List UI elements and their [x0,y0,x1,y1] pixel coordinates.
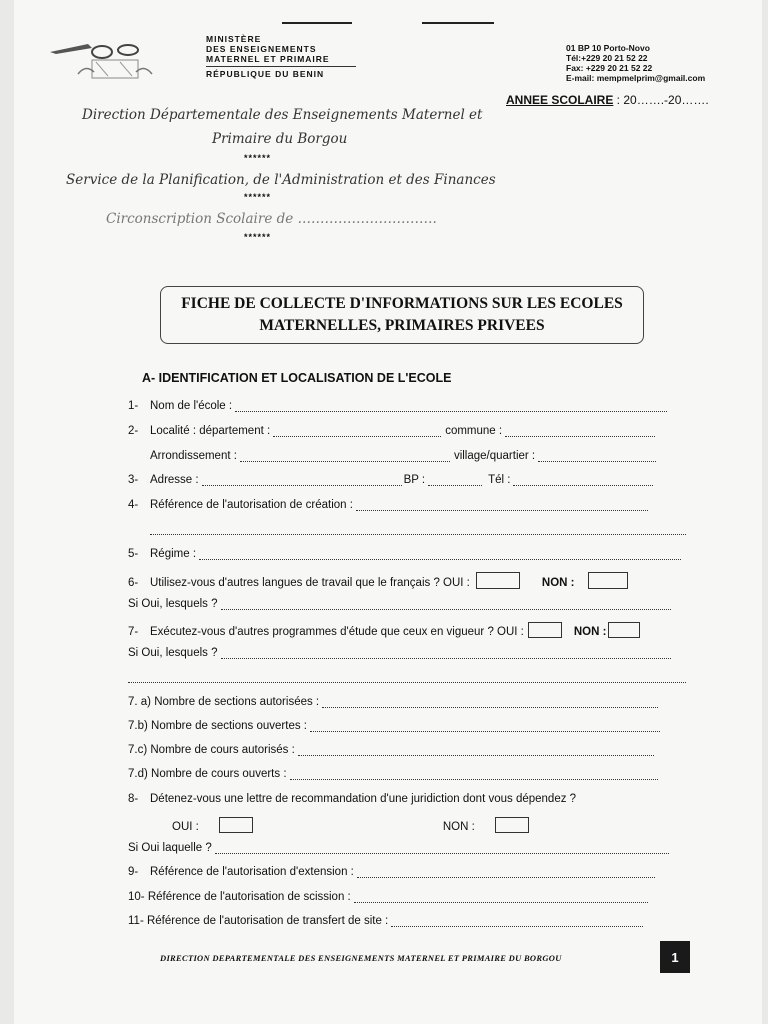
school-name-field[interactable] [235,401,667,412]
contact-email: E-mail: mempmelprim@gmail.com [566,73,706,83]
direction-line-2: Primaire du Borgou [212,131,348,147]
ministry-block [206,34,356,79]
q-number: 3- [128,474,139,486]
separator-stars: ****** [244,192,272,202]
q7-followup-row-2 [128,672,686,683]
q7-oui-checkbox[interactable] [528,622,562,638]
q7c-row [128,744,654,756]
q8-non-checkbox[interactable] [495,817,529,833]
q-number: 8- [128,793,139,805]
q11-row [128,915,643,927]
q8-followup-label: Si Oui laquelle ? [128,842,212,854]
extension-authorization-field[interactable] [357,867,655,878]
q-number: 5- [128,548,139,560]
page-number: 1 [660,941,690,973]
form-page [14,0,762,1024]
q6-oui-checkbox[interactable] [476,572,520,589]
q9-row [128,866,655,878]
q1-label: Nom de l'école : [150,400,233,412]
school-year-label: ANNEE SCOLAIRE [506,93,614,107]
q8-options-row [172,817,529,833]
form-title-line-1: FICHE DE COLLECTE D'INFORMATIONS SUR LES ECOLES [181,295,623,312]
q8-jurisdiction-field[interactable] [215,843,669,854]
separator-stars: ****** [244,153,272,163]
regime-field[interactable] [199,549,681,560]
bp-field[interactable] [428,475,482,486]
q6-followup-label: Si Oui, lesquels ? [128,598,218,610]
separator-stars: ****** [244,232,272,242]
ministry-line: MINISTÈRE [206,34,262,44]
adresse-label: Adresse : [150,474,199,486]
service-line: Service de la Planification, de l'Administration et des Finances [66,172,496,188]
q4-label: Référence de l'autorisation de création : [150,499,353,511]
village-label: village/quartier : [453,450,536,462]
direction-line-1: Direction Départementale des Enseignements Maternel et [82,107,483,123]
q7-followup-label: Si Oui, lesquels ? [128,647,218,659]
q1-row [128,400,667,412]
ministry-separator [206,66,356,67]
q7-non-label: NON : [573,626,607,638]
q8-label: Détenez-vous une lettre de recommandation d'une juridiction dont vous dépendez ? [150,793,577,805]
q7-non-checkbox[interactable] [608,622,640,638]
q7b-label: 7.b) Nombre de sections ouvertes : [128,720,307,732]
q3-row [128,474,653,486]
q6-row [128,572,628,589]
creation-authorization-field-2[interactable] [150,524,686,535]
commune-field[interactable] [505,426,655,437]
q7b-row [128,720,660,732]
q10-row [128,891,648,903]
q7-followup-row [128,647,671,659]
q-number: 4- [128,499,139,511]
school-year-value: : 20…….-20……. [613,93,709,107]
ministry-line: MATERNEL ET PRIMAIRE [206,54,330,64]
q6-non-checkbox[interactable] [588,572,628,589]
q7-programs-field-2[interactable] [128,672,686,683]
q10-label: 10- Référence de l'autorisation de scission : [128,891,351,903]
q8-non-label: NON : [442,821,475,833]
q2-departement-label: Localité : département : [150,425,271,437]
sections-open-field[interactable] [310,721,660,732]
q8-oui-checkbox[interactable] [219,817,253,833]
q2-row [128,425,655,437]
scission-authorization-field[interactable] [354,892,648,903]
departement-field[interactable] [273,426,441,437]
q9-label: Référence de l'autorisation d'extension : [150,866,354,878]
contact-fax: Fax: +229 20 21 52 22 [566,63,653,73]
q11-label: 11- Référence de l'autorisation de transfert de site : [128,915,389,927]
q6-non-label: NON : [541,577,575,589]
contact-phone: Tél:+229 20 21 52 22 [566,53,648,63]
q8-oui-label: OUI : [172,821,199,833]
q6-followup-row [128,598,671,610]
footer-text: DIRECTION DEPARTEMENTALE DES ENSEIGNEMENTS MATERNEL ET PRIMAIRE DU BORGOU [160,953,562,963]
village-field[interactable] [538,451,656,462]
q4-row-continued [150,524,686,535]
q7-row [128,622,640,638]
q-number: 1- [128,400,139,412]
q8-row [128,793,576,805]
site-transfer-authorization-field[interactable] [391,916,643,927]
q-number: 2- [128,425,139,437]
adresse-field[interactable] [202,475,402,486]
contact-address: 01 BP 10 Porto-Novo [566,43,650,53]
courses-authorized-field[interactable] [298,745,654,756]
form-title-line-2: MATERNELLES, PRIMAIRES PRIVEES [259,317,545,334]
q7-programs-field[interactable] [221,648,671,659]
q7a-row [128,696,658,708]
q-number: 9- [128,866,139,878]
q-number: 7- [128,626,139,638]
q-number: 6- [128,577,139,589]
bp-label: BP : [403,474,426,486]
q2-commune-label: commune : [445,425,503,437]
q6-languages-field[interactable] [221,599,671,610]
top-rule-left [282,22,352,24]
tel-label: Tél : [488,474,511,486]
sections-authorized-field[interactable] [322,697,658,708]
arrondissement-label: Arrondissement : [150,450,237,462]
q2-row-2 [150,450,656,462]
ministry-country: RÉPUBLIQUE DU BENIN [206,69,325,79]
top-rule-right [422,22,494,24]
coat-of-arms-icon [48,38,158,84]
q4-row [128,499,648,511]
q7d-row [128,768,658,780]
q8-followup-row [128,842,669,854]
arrondissement-field[interactable] [240,451,450,462]
q5-label: Régime : [150,548,197,560]
courses-open-field[interactable] [290,769,658,780]
school-year [506,93,709,107]
q7c-label: 7.c) Nombre de cours autorisés : [128,744,295,756]
q7-label: Exécutez-vous d'autres programmes d'étude que ceux en vigueur ? OUI : [150,626,524,638]
q7d-label: 7.d) Nombre de cours ouverts : [128,768,287,780]
ministry-line: DES ENSEIGNEMENTS [206,44,317,54]
contact-block [566,43,705,83]
q7a-label: 7. a) Nombre de sections autorisées : [128,696,320,708]
tel-field[interactable] [513,475,653,486]
form-title-box [160,286,644,344]
section-a-heading: A- IDENTIFICATION ET LOCALISATION DE L'ECOLE [142,371,452,385]
q5-row [128,548,681,560]
creation-authorization-field[interactable] [356,500,648,511]
circonscription-line: Circonscription Scolaire de …………………………. [106,211,437,227]
q6-label: Utilisez-vous d'autres langues de travail que le français ? OUI : [150,577,470,589]
